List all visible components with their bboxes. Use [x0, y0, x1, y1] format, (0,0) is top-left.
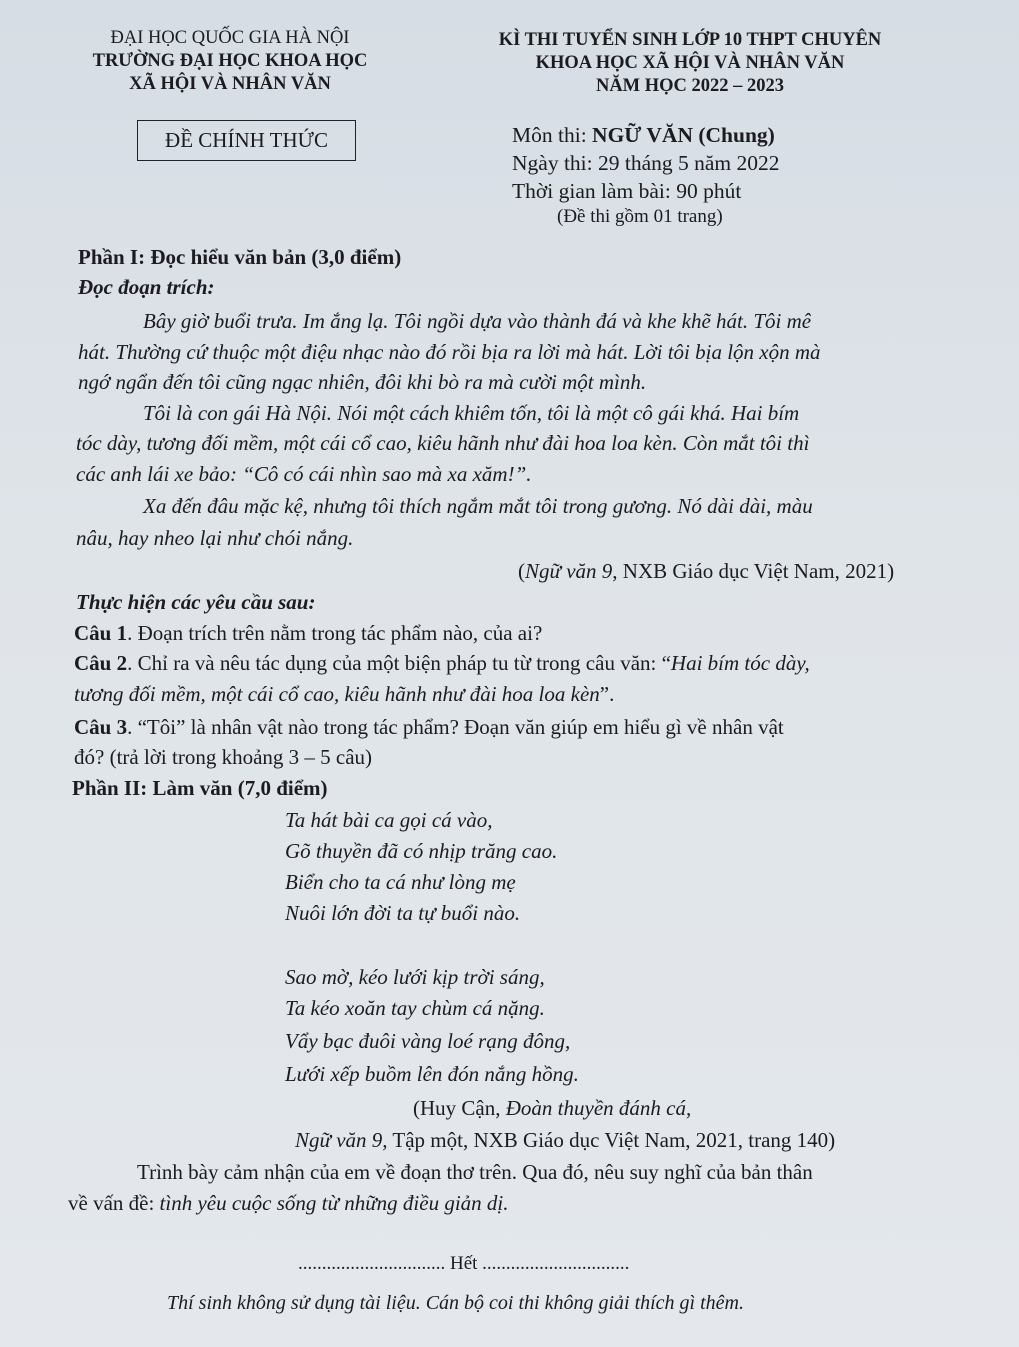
essay-prompt-line1: Trình bày cảm nhận của em về đoạn thơ trên. Qua đó, nêu suy nghĩ của bản thân	[137, 1160, 813, 1184]
part2-title: Phần II: Làm văn (7,0 điểm)	[72, 776, 328, 800]
passage-line: hát. Thường cứ thuộc một điệu nhạc nào đó rồi bịa ra lời mà hát. Lời tôi bịa lộn xộn mà	[78, 340, 821, 364]
tasks-label: Thực hiện các yêu cầu sau:	[76, 590, 316, 614]
exam-pages: (Đề thi gồm 01 trang)	[557, 206, 723, 227]
q2-end: ”.	[599, 682, 615, 706]
cite-book: Ngữ văn 9,	[295, 1128, 388, 1152]
q1-text: . Đoạn trích trên nằm trong tác phẩm nào, của ai?	[127, 621, 543, 645]
poem-line: Ta kéo xoăn tay chùm cá nặng.	[285, 996, 545, 1020]
end-marker: ............................... Hết ...............................	[298, 1253, 630, 1274]
subject-label: Môn thi:	[512, 123, 593, 147]
subject-value: NGỮ VĂN (Chung)	[592, 123, 775, 147]
prompt-lead: về vấn đề:	[68, 1191, 160, 1215]
q2-quote-cont: tương đối mềm, một cái cổ cao, kiêu hãnh như đài hoa loa kèn	[74, 682, 600, 706]
question-3-cont: đó? (trả lời trong khoảng 3 – 5 câu)	[74, 745, 373, 769]
passage-line: tóc dày, tương đối mềm, một cái cổ cao, kiêu hãnh như đài hoa loa kèn. Còn mắt tôi thì	[76, 431, 810, 455]
q3-text: . “Tôi” là nhân vật nào trong tác phẩm? Đoạn văn giúp em hiểu gì về nhân vật	[127, 715, 784, 739]
poem-line: Ta hát bài ca gọi cá vào,	[285, 808, 493, 832]
essay-prompt-line2	[68, 1191, 509, 1216]
q2-label: Câu 2	[74, 651, 128, 675]
university-name: ĐẠI HỌC QUỐC GIA HÀ NỘI	[110, 28, 350, 48]
cite-title: Đoàn thuyền đánh cá,	[505, 1096, 692, 1120]
passage-line: ngớ ngẩn đến tôi cũng ngạc nhiên, đôi khi bò ra mà cười một mình.	[78, 370, 647, 394]
question-1	[74, 621, 542, 646]
part1-title: Phần I: Đọc hiểu văn bản (3,0 điểm)	[78, 245, 402, 269]
poem-citation-2	[295, 1128, 835, 1153]
source-rest: , NXB Giáo dục Việt Nam, 2021)	[612, 559, 895, 583]
cite-author: (Huy Cận,	[413, 1096, 506, 1120]
source-open: (	[518, 559, 525, 583]
school-name-line1: TRƯỜNG ĐẠI HỌC KHOA HỌC	[92, 51, 368, 71]
school-year: NĂM HỌC 2022 – 2023	[595, 76, 785, 96]
poem-citation-1	[413, 1096, 691, 1121]
question-2	[74, 651, 810, 676]
passage-line: các anh lái xe bảo: “Cô có cái nhìn sao mà xa xăm!”.	[76, 462, 532, 486]
q1-label: Câu 1	[74, 621, 128, 645]
source-book: Ngữ văn 9	[525, 559, 613, 583]
subject-line	[512, 123, 775, 148]
exam-title-line1: KÌ THI TUYỂN SINH LỚP 10 THPT CHUYÊN	[498, 30, 882, 50]
passage-line: Bây giờ buổi trưa. Im ắng lạ. Tôi ngồi dựa vào thành đá và khe khẽ hát. Tôi mê	[143, 309, 812, 333]
question-2-cont	[74, 682, 614, 707]
read-label: Đọc đoạn trích:	[78, 275, 215, 299]
exam-date: Ngày thi: 29 tháng 5 năm 2022	[512, 151, 780, 175]
official-label-box: ĐỀ CHÍNH THỨC	[137, 120, 356, 161]
footer-note: Thí sinh không sử dụng tài liệu. Cán bộ coi thi không giải thích gì thêm.	[167, 1292, 744, 1314]
passage-line: nâu, hay nheo lại như chói nắng.	[76, 526, 354, 550]
question-3	[74, 715, 784, 740]
poem-line: Sao mờ, kéo lưới kịp trời sáng,	[285, 965, 545, 989]
cite-rest: Tập một, NXB Giáo dục Việt Nam, 2021, trang 140)	[387, 1128, 836, 1152]
exam-title-line2: KHOA HỌC XÃ HỘI VÀ NHÂN VĂN	[535, 53, 845, 73]
passage-line: Tôi là con gái Hà Nội. Nói một cách khiêm tốn, tôi là một cô gái khá. Hai bím	[143, 401, 800, 425]
prompt-topic: tình yêu cuộc sống từ những điều giản dị.	[159, 1191, 509, 1215]
poem-line: Vẩy bạc đuôi vàng loé rạng đông,	[285, 1029, 571, 1053]
poem-line: Biển cho ta cá như lòng mẹ	[285, 870, 516, 894]
q3-label: Câu 3	[74, 715, 128, 739]
passage-line: Xa đến đâu mặc kệ, nhưng tôi thích ngắm mắt tôi trong gương. Nó dài dài, màu	[143, 494, 813, 518]
poem-line: Lưới xếp buồm lên đón nắng hồng.	[285, 1062, 579, 1086]
school-name-line2: XÃ HỘI VÀ NHÂN VĂN	[129, 74, 331, 94]
exam-duration: Thời gian làm bài: 90 phút	[512, 179, 742, 203]
q2-text: . Chỉ ra và nêu tác dụng của một biện pháp tu từ trong câu văn: “	[127, 651, 671, 675]
passage-source	[518, 559, 894, 584]
q2-quote: Hai bím tóc dày,	[670, 651, 810, 675]
poem-line: Gõ thuyền đã có nhịp trăng cao.	[285, 839, 558, 863]
poem-line: Nuôi lớn đời ta tự buổi nào.	[285, 901, 521, 925]
